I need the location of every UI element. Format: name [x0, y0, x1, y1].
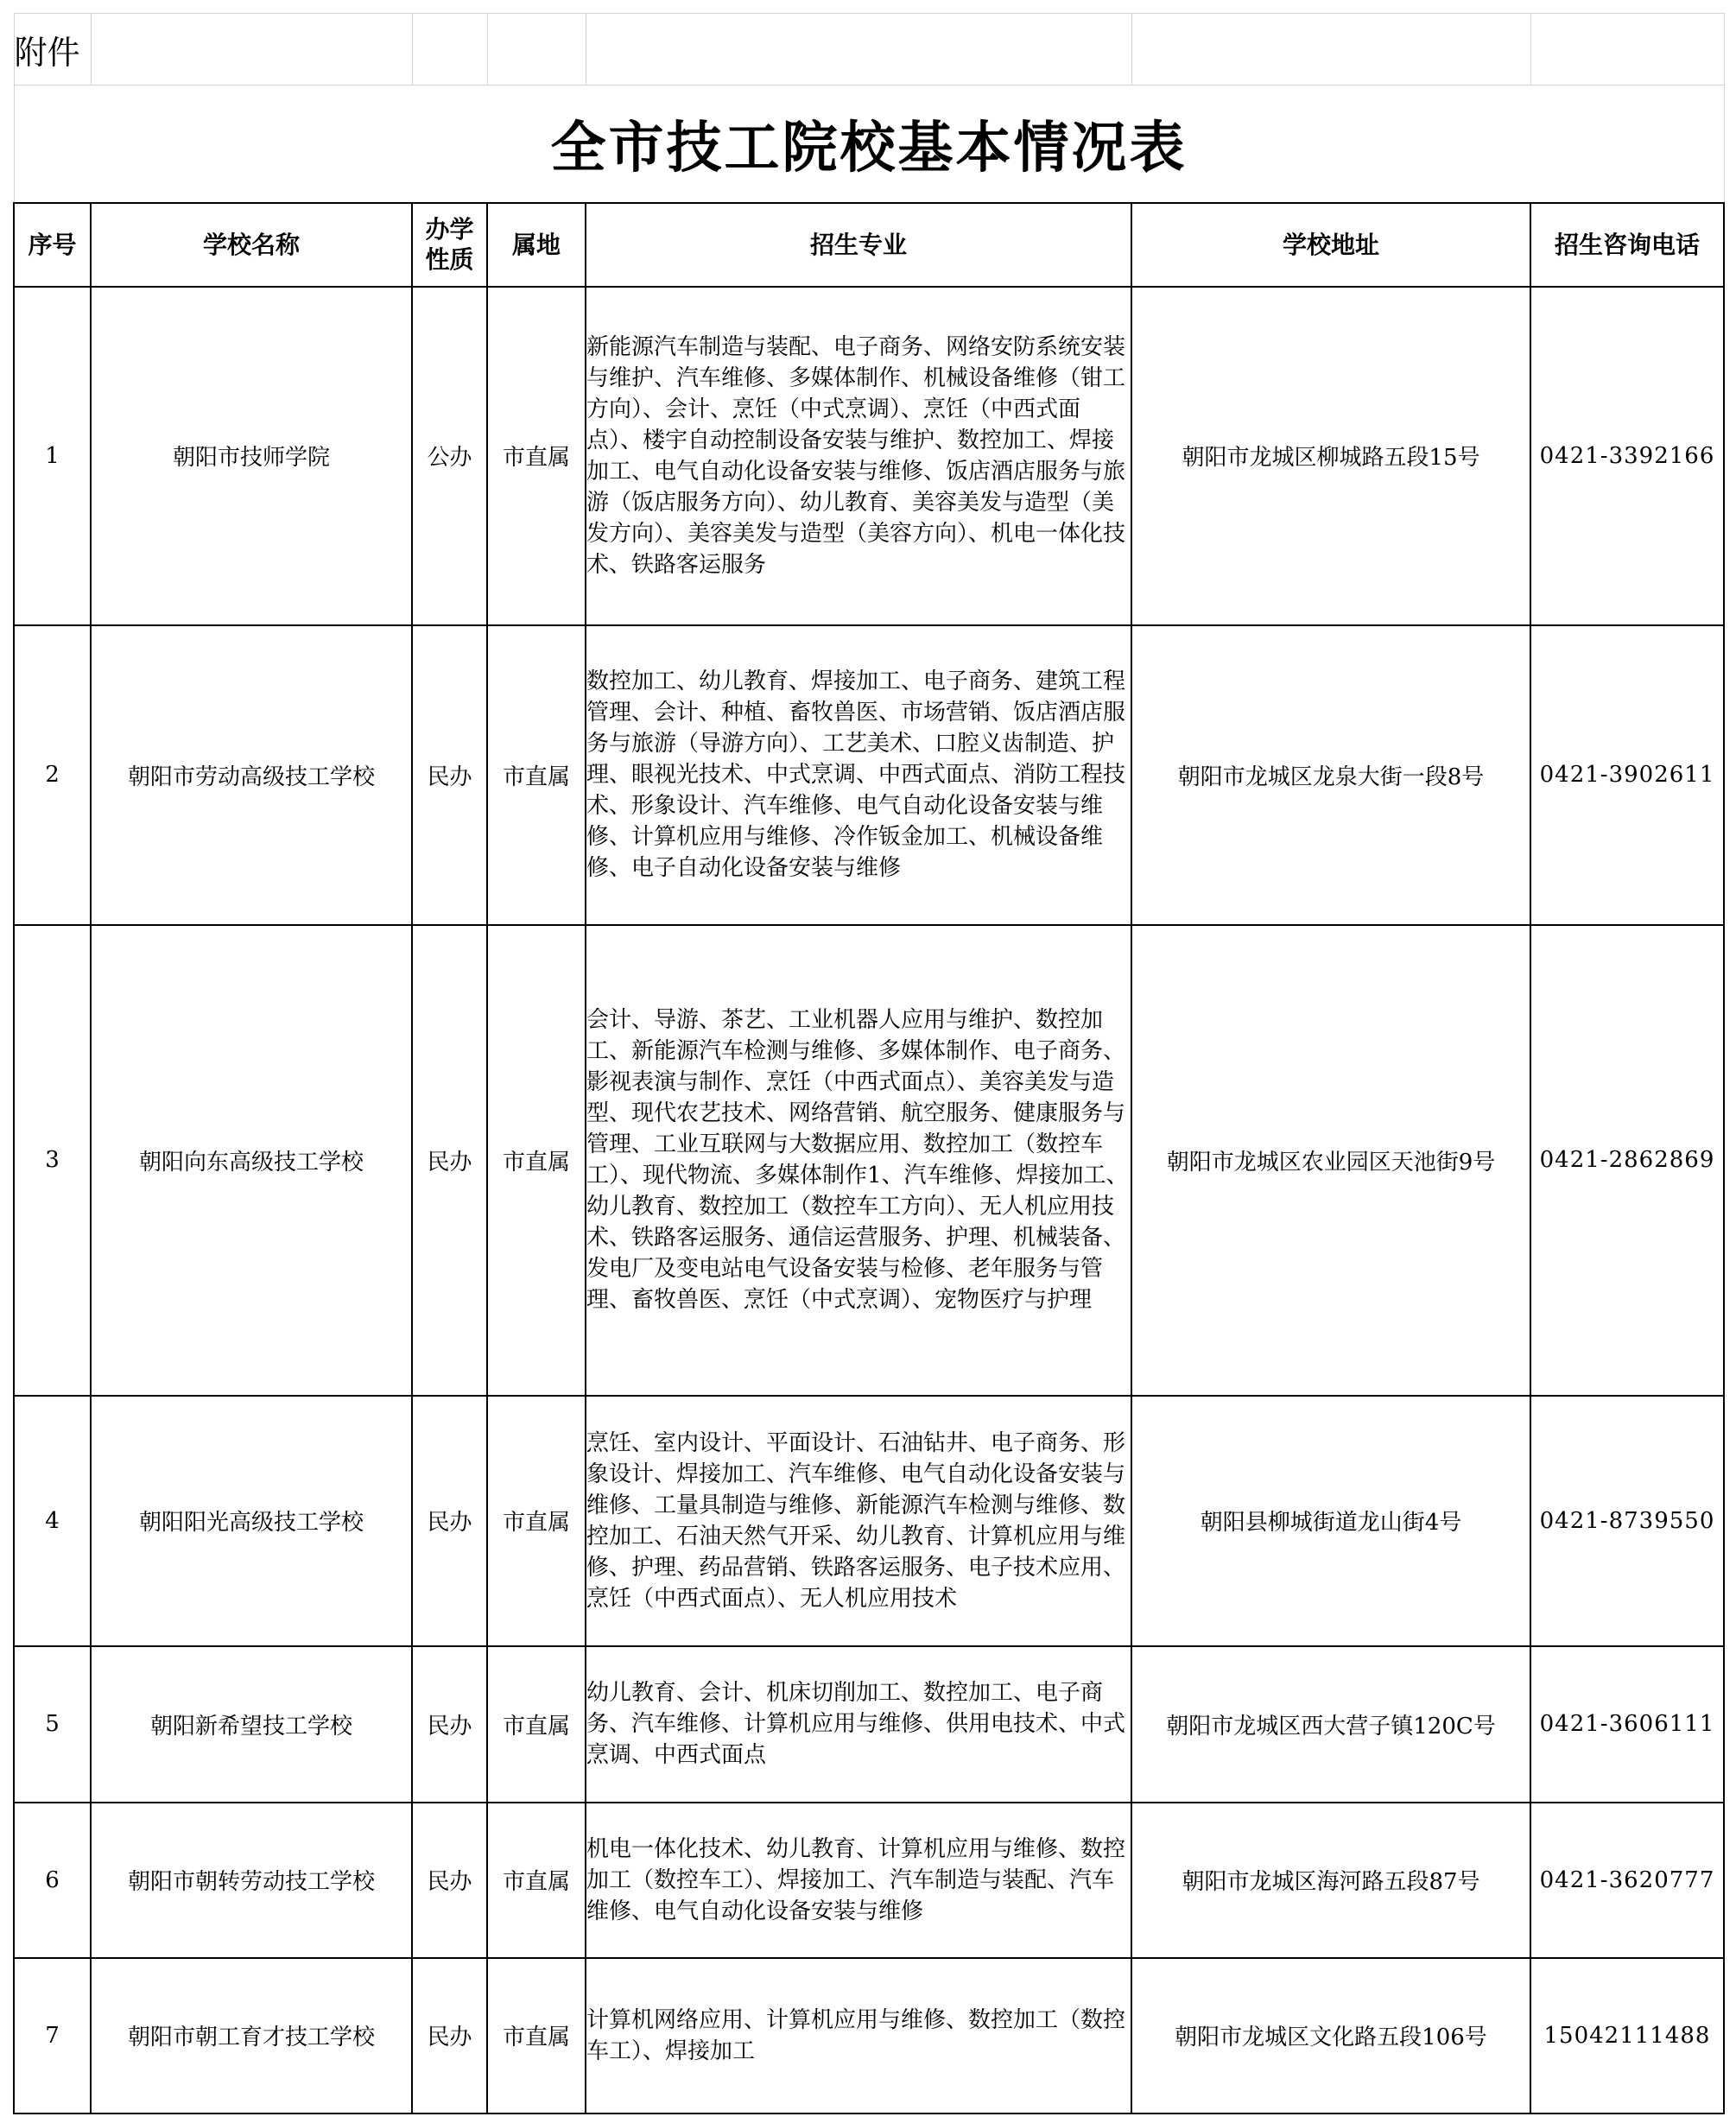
table-row — [14, 1646, 1724, 1803]
table-row — [14, 287, 1724, 625]
cell-address: 朝阳县柳城街道龙山街4号 — [1131, 1396, 1530, 1646]
table-row — [14, 1396, 1724, 1646]
cell-majors: 计算机网络应用、计算机应用与维修、数控加工（数控车工）、焊接加工 — [586, 1958, 1131, 2113]
school-info-table — [13, 13, 1725, 2114]
cell-index: 4 — [14, 1396, 91, 1646]
cell-phone: 0421-3902611 — [1530, 625, 1724, 925]
header-majors: 招生专业 — [586, 203, 1131, 287]
cell-address: 朝阳市龙城区文化路五段106号 — [1131, 1958, 1530, 2113]
header-row — [14, 203, 1724, 287]
cell-index: 2 — [14, 625, 91, 925]
cell-phone: 0421-2862869 — [1530, 925, 1724, 1396]
cell-index: 3 — [14, 925, 91, 1396]
cell-address: 朝阳市龙城区西大营子镇120C号 — [1131, 1646, 1530, 1803]
cell-jurisdiction: 市直属 — [487, 1646, 586, 1803]
header-nature: 办学性质 — [412, 203, 487, 287]
cell-name: 朝阳向东高级技工学校 — [91, 925, 412, 1396]
cell-jurisdiction: 市直属 — [487, 1396, 586, 1646]
cell-phone: 0421-3606111 — [1530, 1646, 1724, 1803]
cell-majors: 幼儿教育、会计、机床切削加工、数控加工、电子商务、汽车维修、计算机应用与维修、供用电技术、中式烹调、中西式面点 — [586, 1646, 1131, 1803]
header-jurisdiction: 属地 — [487, 203, 586, 287]
cell-nature: 民办 — [412, 625, 487, 925]
cell-name: 朝阳市朝工育才技工学校 — [91, 1958, 412, 2113]
table-row — [14, 1958, 1724, 2113]
cell-phone: 0421-3392166 — [1530, 287, 1724, 625]
header-address: 学校地址 — [1131, 203, 1530, 287]
cell-majors: 烹饪、室内设计、平面设计、石油钻井、电子商务、形象设计、焊接加工、汽车维修、电气自动化设备安装与维修、工量具制造与维修、新能源汽车检测与维修、数控加工、石油天然气开采、幼儿教育、计算机应用与维修、护理、药品营销、铁路客运服务、电子技术应用、烹饪（中西式面点）、无人机应用技术 — [586, 1396, 1131, 1646]
cell-name: 朝阳市劳动高级技工学校 — [91, 625, 412, 925]
cell-index: 7 — [14, 1958, 91, 2113]
table-row — [14, 625, 1724, 925]
cell-phone: 0421-8739550 — [1530, 1396, 1724, 1646]
cell-name: 朝阳阳光高级技工学校 — [91, 1396, 412, 1646]
cell-jurisdiction: 市直属 — [487, 287, 586, 625]
cell-address: 朝阳市龙城区农业园区天池街9号 — [1131, 925, 1530, 1396]
annex-row — [14, 14, 1724, 86]
cell-index: 1 — [14, 287, 91, 625]
cell-phone: 15042111488 — [1530, 1958, 1724, 2113]
table-row — [14, 1803, 1724, 1958]
cell-nature: 民办 — [412, 1396, 487, 1646]
cell-nature: 民办 — [412, 1803, 487, 1958]
cell-jurisdiction: 市直属 — [487, 925, 586, 1396]
cell-index: 6 — [14, 1803, 91, 1958]
cell-phone: 0421-3620777 — [1530, 1803, 1724, 1958]
cell-majors: 新能源汽车制造与装配、电子商务、网络安防系统安装与维护、汽车维修、多媒体制作、机械设备维修（钳工方向）、会计、烹饪（中式烹调）、烹饪（中西式面点）、楼宇自动控制设备安装与维护、数控加工、焊接加工、电气自动化设备安装与维修、饭店酒店服务与旅游（饭店服务方向）、幼儿教育、美容美发与造型（美发方向）、美容美发与造型（美容方向）、机电一体化技术、铁路客运服务 — [586, 287, 1131, 625]
cell-majors: 数控加工、幼儿教育、焊接加工、电子商务、建筑工程管理、会计、种植、畜牧兽医、市场营销、饭店酒店服务与旅游（导游方向）、工艺美术、口腔义齿制造、护理、眼视光技术、中式烹调、中西式面点、消防工程技术、形象设计、汽车维修、电气自动化设备安装与维修、计算机应用与维修、冷作钣金加工、机械设备维修、电子自动化设备安装与维修 — [586, 625, 1131, 925]
cell-name: 朝阳市技师学院 — [91, 287, 412, 625]
cell-majors: 会计、导游、茶艺、工业机器人应用与维护、数控加工、新能源汽车检测与维修、多媒体制作、电子商务、影视表演与制作、烹饪（中西式面点）、美容美发与造型、现代农艺技术、网络营销、航空服务、健康服务与管理、工业互联网与大数据应用、数控加工（数控车工）、现代物流、多媒体制作1、汽车维修、焊接加工、幼儿教育、数控加工（数控车工方向）、无人机应用技术、铁路客运服务、通信运营服务、护理、机械装备、发电厂及变电站电气设备安装与检修、老年服务与管理、畜牧兽医、烹饪（中式烹调）、宠物医疗与护理 — [586, 925, 1131, 1396]
header-phone: 招生咨询电话 — [1530, 203, 1724, 287]
cell-index: 5 — [14, 1646, 91, 1803]
cell-jurisdiction: 市直属 — [487, 1958, 586, 2113]
table-row — [14, 925, 1724, 1396]
cell-majors: 机电一体化技术、幼儿教育、计算机应用与维修、数控加工（数控车工）、焊接加工、汽车制造与装配、汽车维修、电气自动化设备安装与维修 — [586, 1803, 1131, 1958]
header-name: 学校名称 — [91, 203, 412, 287]
cell-jurisdiction: 市直属 — [487, 1803, 586, 1958]
title-row — [14, 86, 1724, 203]
cell-address: 朝阳市龙城区龙泉大街一段8号 — [1131, 625, 1530, 925]
cell-address: 朝阳市龙城区柳城路五段15号 — [1131, 287, 1530, 625]
cell-name: 朝阳新希望技工学校 — [91, 1646, 412, 1803]
cell-name: 朝阳市朝转劳动技工学校 — [91, 1803, 412, 1958]
cell-nature: 民办 — [412, 925, 487, 1396]
cell-nature: 民办 — [412, 1958, 487, 2113]
cell-nature: 民办 — [412, 1646, 487, 1803]
page-title: 全市技工院校基本情况表 — [550, 116, 1188, 181]
cell-address: 朝阳市龙城区海河路五段87号 — [1131, 1803, 1530, 1958]
header-index: 序号 — [14, 203, 91, 287]
cell-jurisdiction: 市直属 — [487, 625, 586, 925]
annex-label: 附件 — [14, 14, 91, 86]
cell-nature: 公办 — [412, 287, 487, 625]
